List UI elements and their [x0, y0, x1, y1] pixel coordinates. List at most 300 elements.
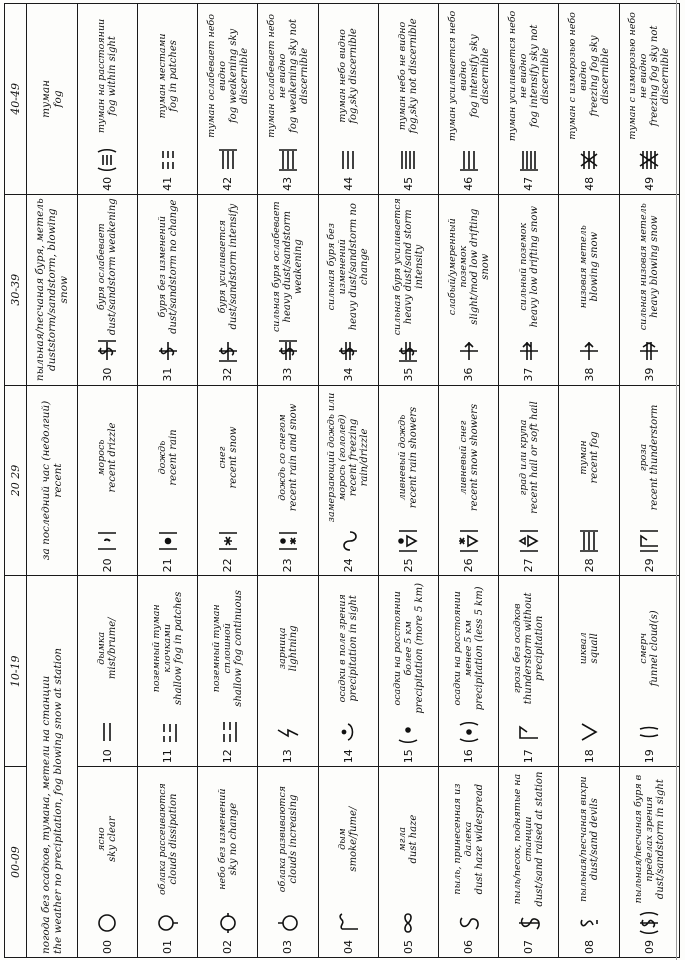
- description-en: lightning: [287, 625, 299, 672]
- fog-patches-icon: [156, 148, 180, 172]
- description-en: precipitation in sight: [348, 595, 360, 702]
- description-ru: осадки в поле зрения: [337, 594, 349, 703]
- recent-rain-snow-icon: [276, 529, 300, 553]
- code-description: [96, 579, 118, 717]
- code-number: 49: [642, 176, 656, 191]
- code-cell: [77, 194, 137, 385]
- description-en: fog,sky not discernible: [408, 18, 420, 134]
- code-cell: [77, 385, 137, 576]
- code-description: [578, 198, 600, 336]
- description-en: dust/sandstorm weakening: [107, 198, 119, 336]
- description-ru: туман с изморозью небо не видно: [627, 12, 650, 140]
- description-en: fog,sky discernible: [348, 28, 360, 124]
- code-cell: [619, 576, 679, 767]
- description-ru: снег: [216, 446, 228, 469]
- circle-lower-arc-icon: [156, 911, 180, 935]
- code-number: 23: [281, 558, 295, 573]
- code-description: [447, 198, 491, 336]
- code-number: 30: [100, 367, 114, 382]
- recent-snow-icon: [216, 529, 240, 553]
- code-cell: [137, 385, 197, 576]
- code-row: [378, 4, 438, 958]
- description-en: dust/sandstorm intensify: [227, 203, 239, 330]
- drifting-snow-icon: [457, 339, 481, 363]
- dust-devil-icon: [577, 911, 601, 935]
- code-number: 15: [401, 749, 415, 764]
- range-label: 30-39: [5, 194, 27, 385]
- code-description: [512, 579, 545, 717]
- description-ru: дымка: [96, 631, 108, 665]
- heavy-blowing-snow-icon: [637, 339, 661, 363]
- group-title-en: duststorm/sandstorm, blowing snow: [45, 208, 70, 371]
- description-en: heavy dust/sandstorm weakening: [282, 210, 305, 323]
- code-cell: [619, 385, 679, 576]
- code-description: [206, 7, 250, 145]
- code-cell: [559, 385, 619, 576]
- rime-fog-sky-icon: [577, 148, 601, 172]
- code-cell: [619, 767, 679, 958]
- description-en: dust haze widespread: [474, 783, 486, 895]
- precip-in-sight-icon: [336, 720, 360, 744]
- rain-shower-icon: [396, 529, 420, 553]
- code-description: [397, 7, 419, 145]
- code-description: [447, 7, 491, 145]
- code-description: [266, 7, 310, 145]
- description-ru: пыль/песок, поднятые на станции: [512, 773, 535, 905]
- description-en: recent hail or soft hail: [528, 401, 540, 514]
- code-number: 25: [401, 558, 415, 573]
- code-cell: [77, 767, 137, 958]
- group-title-en: recent: [51, 463, 64, 498]
- code-description: [217, 389, 239, 527]
- range-label: 00-09: [5, 767, 27, 958]
- code-number: 33: [281, 367, 295, 382]
- code-description: [627, 7, 671, 145]
- description-en: recent rain showers: [408, 406, 420, 509]
- code-cell: [438, 767, 498, 958]
- description-en: sky no change: [227, 802, 239, 876]
- code-cell: [559, 194, 619, 385]
- description-en: thunderstorm without precipitation: [523, 592, 546, 705]
- description-ru: небо без изменений: [216, 788, 228, 890]
- description-ru: слабый/умеренный поземок: [446, 218, 469, 316]
- group-title: [26, 576, 77, 958]
- description-ru: дождь со снегом: [276, 414, 288, 501]
- description-en: squall: [589, 633, 601, 664]
- code-number: 04: [341, 940, 355, 954]
- code-description: [458, 389, 480, 527]
- code-description: [96, 770, 118, 908]
- code-number: 36: [462, 367, 476, 382]
- code-description: [578, 579, 600, 717]
- code-number: 03: [281, 940, 295, 954]
- mist-icon: [95, 720, 119, 744]
- code-cell: [318, 767, 378, 958]
- description-ru: пыльная/песчаная буря в пределах зрения: [632, 774, 655, 904]
- circle-upper-arc-icon: [276, 911, 300, 935]
- code-description: [271, 198, 304, 336]
- funnel-cloud-icon: [637, 720, 661, 744]
- thunderstorm-icon: [637, 529, 661, 553]
- code-cell: [559, 4, 619, 195]
- code-description: [277, 770, 299, 908]
- freezing-icon: [336, 529, 360, 553]
- code-cell: [137, 4, 197, 195]
- snow-shower-icon: [457, 529, 481, 553]
- code-number: 11: [161, 749, 174, 764]
- precip-near-icon: [457, 720, 481, 744]
- description-ru: мгла: [397, 826, 409, 852]
- circle-empty-icon: [95, 911, 119, 935]
- code-number: 27: [522, 558, 536, 573]
- group-title: [26, 385, 77, 576]
- code-description: [567, 7, 611, 145]
- code-number: 45: [401, 176, 415, 191]
- code-description: [96, 7, 118, 145]
- description-en: funnel cloud(s): [649, 610, 661, 687]
- description-en: mist/brume/: [107, 617, 119, 680]
- code-number: 40: [100, 176, 114, 191]
- description-ru: гроза: [638, 443, 650, 472]
- code-number: 19: [642, 749, 656, 764]
- code-row: [77, 4, 137, 958]
- description-en: precipitation (less 5 km): [474, 586, 486, 711]
- code-description: [211, 579, 244, 717]
- code-cell: [137, 576, 197, 767]
- code-cell: [258, 4, 318, 195]
- hail-icon: [517, 529, 541, 553]
- code-cell: [318, 194, 378, 385]
- description-en: dust haze: [408, 814, 420, 864]
- shallow-fog-patches-icon: [156, 720, 180, 744]
- code-number: 48: [582, 176, 596, 191]
- description-en: slight/mod low drifting snow: [468, 208, 491, 325]
- code-cell: [378, 385, 438, 576]
- code-cell: [137, 194, 197, 385]
- code-cell: [378, 194, 438, 385]
- code-description: [151, 579, 184, 717]
- code-row: [438, 4, 498, 958]
- infinity-icon: [396, 911, 420, 935]
- description-en: blowing snow: [589, 231, 601, 302]
- description-ru: ливневый снег: [457, 420, 469, 495]
- description-ru: туман небо видно: [337, 29, 349, 123]
- code-description: [157, 389, 179, 527]
- description-ru: туман ослабевает небо видно: [205, 14, 228, 138]
- code-cell: [438, 194, 498, 385]
- code-row: [137, 4, 197, 958]
- recent-rain-icon: [156, 529, 180, 553]
- description-ru: пыльная/песчаная вихри: [578, 776, 590, 902]
- code-row: [258, 4, 318, 958]
- rime-fog-icon: [637, 148, 661, 172]
- code-number: 37: [522, 367, 536, 382]
- description-ru: туман с изморозью небо видно: [567, 12, 590, 140]
- code-cell: [438, 4, 498, 195]
- code-number: 18: [582, 749, 596, 764]
- description-en: freezing fog sky not discernible: [649, 25, 672, 127]
- code-number: 43: [281, 176, 295, 191]
- code-description: [512, 770, 545, 908]
- code-number: 13: [281, 749, 295, 764]
- code-cell: [77, 576, 137, 767]
- code-row: [318, 4, 378, 958]
- code-row: [619, 4, 679, 958]
- code-description: [217, 770, 239, 908]
- blowing-snow-icon: [577, 339, 601, 363]
- code-description: [157, 7, 179, 145]
- range-header-row: [5, 4, 27, 958]
- code-number: 12: [221, 749, 235, 764]
- code-description: [96, 198, 118, 336]
- fog-thickening-icon: [517, 148, 541, 172]
- code-number: 10: [100, 749, 114, 764]
- fog-sky-icon: [336, 148, 360, 172]
- description-en: fog weakening sky not discernible: [287, 18, 310, 133]
- description-en: sky clear: [107, 816, 119, 862]
- code-number: 01: [161, 940, 174, 954]
- code-description: [277, 579, 299, 717]
- code-cell: [499, 767, 559, 958]
- code-number: 35: [401, 367, 415, 382]
- description-ru: облака развиваются: [276, 785, 288, 893]
- description-en: recent snow showers: [468, 403, 480, 512]
- duststorm-increasing-icon: [216, 339, 240, 363]
- heavy-duststorm-decreasing-icon: [276, 339, 300, 363]
- description-ru: туман ослабевает небо не видно: [265, 14, 288, 138]
- code-cell: [499, 194, 559, 385]
- description-ru: низовая метель: [578, 225, 590, 309]
- description-ru: град или крупа: [517, 419, 529, 496]
- code-number: 07: [522, 940, 536, 954]
- dollar-icon: [517, 911, 541, 935]
- code-cell: [318, 4, 378, 195]
- code-number: 17: [522, 749, 536, 764]
- recent-drizzle-icon: [95, 529, 119, 553]
- code-description: [157, 198, 179, 336]
- shallow-fog-icon: [216, 720, 240, 744]
- description-ru: дождь: [156, 440, 168, 475]
- description-ru: туман усиливается небо не видно: [506, 10, 529, 142]
- code-number: 31: [161, 367, 174, 382]
- code-cell: [258, 194, 318, 385]
- description-en: heavy blowing snow: [649, 215, 661, 318]
- description-en: fog intensify sky not discernible: [528, 24, 551, 128]
- description-en: shallow fog continuous: [233, 589, 245, 707]
- code-cell: [198, 194, 258, 385]
- description-en: recent rain: [167, 429, 179, 486]
- description-en: clouds increasing: [287, 794, 299, 884]
- code-number: 44: [341, 176, 355, 191]
- group-title: [26, 4, 77, 195]
- group-title-ru: за последний час (недолгий): [39, 400, 52, 561]
- code-cell: [378, 767, 438, 958]
- description-en: recent fog: [589, 431, 601, 484]
- description-en: recent thunderstorm: [649, 404, 661, 511]
- code-cell: [318, 385, 378, 576]
- code-row: [198, 4, 258, 958]
- thunder-no-precip-icon: [517, 720, 541, 744]
- code-description: [96, 389, 118, 527]
- description-ru: шквал: [578, 632, 590, 665]
- description-en: fog intensify sky discernible: [468, 34, 491, 118]
- description-en: precipitation (more 5 km): [413, 583, 425, 714]
- code-cell: [438, 385, 498, 576]
- description-en: recent snow: [227, 426, 239, 489]
- description-en: smoke/fume/: [348, 806, 360, 872]
- description-en: freezing fog sky discernible: [589, 35, 612, 117]
- code-cell: [318, 576, 378, 767]
- code-cell: [198, 4, 258, 195]
- code-row: [559, 4, 619, 958]
- code-cell: [559, 576, 619, 767]
- group-title-ru: туман: [39, 79, 52, 118]
- description-ru: ясно: [96, 827, 108, 851]
- code-description: [217, 198, 239, 336]
- description-ru: туман: [578, 440, 590, 475]
- code-number: 14: [341, 749, 355, 764]
- description-ru: буря усиливается: [216, 220, 228, 314]
- code-description: [578, 770, 600, 908]
- duststorm-in-sight-icon: [637, 911, 661, 935]
- range-label: 20 29: [5, 385, 27, 576]
- code-number: 08: [582, 940, 596, 954]
- fog-thickening-sky-icon: [457, 148, 481, 172]
- code-description: [392, 198, 425, 336]
- description-ru: пыль, принесенная из далека: [452, 783, 475, 895]
- description-ru: поземный туман клочками: [151, 604, 173, 693]
- code-description: [277, 389, 299, 527]
- description-en: fog weakening sky discernible: [227, 28, 250, 124]
- description-ru: туман на расстоянии: [96, 18, 108, 133]
- fog-icon: [577, 529, 601, 553]
- code-description: [638, 579, 660, 717]
- code-number: 39: [642, 367, 656, 382]
- description-ru: смерч: [638, 632, 650, 664]
- description-ru: сильная низовая метель: [638, 203, 650, 331]
- code-description: [397, 389, 419, 527]
- title-header-row: [26, 4, 77, 958]
- code-description: [452, 770, 485, 908]
- code-cell: [77, 4, 137, 195]
- code-number: 26: [462, 558, 476, 573]
- code-number: 28: [582, 558, 596, 573]
- fog-in-sight-icon: [95, 148, 119, 172]
- squall-icon: [577, 720, 601, 744]
- code-description: [633, 770, 666, 908]
- code-description: [337, 7, 359, 145]
- code-row: [499, 4, 559, 958]
- code-cell: [499, 576, 559, 767]
- code-number: 34: [341, 367, 355, 382]
- description-ru: сильная буря без изменений: [326, 223, 349, 311]
- code-number: 29: [642, 558, 656, 573]
- code-cell: [198, 576, 258, 767]
- code-number: 16: [462, 749, 476, 764]
- code-number: 41: [161, 176, 174, 191]
- code-description: [578, 389, 600, 527]
- code-number: 05: [401, 940, 415, 954]
- description-ru: сильный поземок: [517, 222, 529, 311]
- code-number: 47: [522, 176, 536, 191]
- precip-distant-icon: [396, 720, 420, 744]
- code-number: 21: [161, 558, 174, 573]
- code-description: [326, 198, 370, 336]
- code-description: [337, 579, 359, 717]
- code-description: [326, 389, 370, 527]
- code-number: 46: [462, 176, 476, 191]
- code-cell: [378, 576, 438, 767]
- code-number: 06: [462, 940, 476, 954]
- description-ru: туман небо не видно: [397, 21, 409, 131]
- code-cell: [198, 385, 258, 576]
- description-en: fog in patches: [167, 40, 179, 112]
- description-en: heavy low drifting snow: [528, 206, 540, 328]
- description-ru: осадки на расстоянии менее 5 км: [452, 591, 475, 706]
- description-en: shallow fog in patches: [173, 591, 184, 705]
- code-cell: [619, 194, 679, 385]
- code-number: 32: [221, 367, 235, 382]
- description-ru: гроза без осадков: [512, 603, 524, 694]
- group-title-ru: погода без осадков, тумана, метели на станции: [39, 675, 52, 954]
- heavy-duststorm-increasing-icon: [396, 339, 420, 363]
- code-cell: [619, 4, 679, 195]
- description-ru: морось: [96, 439, 108, 476]
- heavy-drifting-snow-icon: [517, 339, 541, 363]
- weather-code-table: [4, 3, 680, 958]
- description-ru: поземный туман сплошной: [211, 604, 234, 693]
- lightning-icon: [276, 720, 300, 744]
- code-number: 02: [221, 940, 235, 954]
- code-number: 20: [100, 558, 114, 573]
- code-number: 42: [221, 176, 235, 191]
- description-en: recent freezing rain/drizzle: [348, 418, 371, 497]
- description-en: dust/sandstorm in sight: [654, 779, 666, 900]
- description-ru: сильная буря усиливается: [391, 198, 403, 336]
- description-ru: зарница: [276, 627, 288, 670]
- code-description: [392, 579, 425, 717]
- duststorm-decreasing-icon: [95, 339, 119, 363]
- code-cell: [559, 767, 619, 958]
- code-cell: [137, 767, 197, 958]
- description-ru: буря ослабевает: [96, 223, 108, 311]
- code-cell: [198, 767, 258, 958]
- description-en: heavy dust/sand storm intensity: [402, 209, 425, 325]
- code-cell: [258, 767, 318, 958]
- description-ru: буря без изменений: [156, 215, 168, 318]
- fog-no-sky-icon: [396, 148, 420, 172]
- duststorm-icon: [156, 339, 180, 363]
- code-cell: [438, 576, 498, 767]
- description-ru: ливневый дождь: [397, 414, 409, 501]
- fog-thinning-icon: [276, 148, 300, 172]
- description-en: recent drizzle: [107, 422, 119, 493]
- range-label: 10-19: [5, 576, 27, 767]
- code-number: 22: [221, 558, 235, 573]
- description-en: dust/sand devils: [589, 798, 601, 881]
- group-title-en: fog: [51, 90, 64, 108]
- group-title-ru: пыльная/песчаная буря, метель: [33, 198, 46, 382]
- code-description: [397, 770, 419, 908]
- code-description: [518, 198, 540, 336]
- code-description: [638, 389, 660, 527]
- code-description: [638, 198, 660, 336]
- fog-thinning-sky-icon: [216, 148, 240, 172]
- code-cell: [258, 385, 318, 576]
- s-icon: [457, 911, 481, 935]
- group-title-en: the weather no precipitation, fog blowing snow at station: [51, 647, 64, 954]
- description-en: fog within sight: [107, 36, 119, 116]
